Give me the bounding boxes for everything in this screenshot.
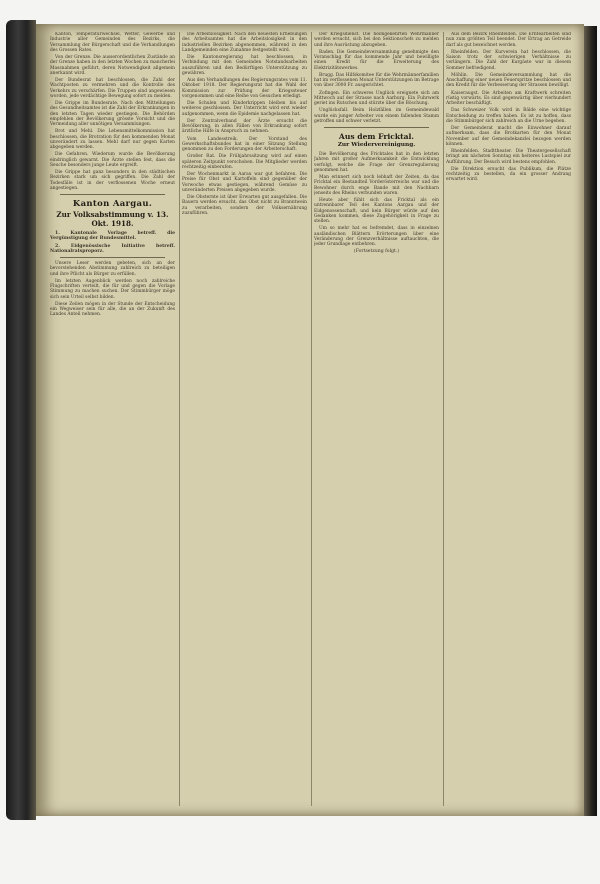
- column-rule: [443, 32, 444, 806]
- continuation-note: (Fortsetzung folgt.): [353, 249, 400, 255]
- article-paragraph: Man erinnert sich noch lebhaft der Zeiten, da das Fricktal ein Bestandteil Vorderösterreichs war und die Bewohner durch enge Bande mit den Nachbarn jenseits des Rheins verbunden waren.: [314, 175, 439, 196]
- article-paragraph: Die Obsternte ist über Erwarten gut ausgefallen. Die Bauern werden ersucht, das Obst nicht zu Branntwein zu verarbeiten, sondern der Volksernährung zuzuführen.: [182, 195, 307, 216]
- article-paragraph: Der Kriegsdienst. Die heimgekehrten Wehrmänner werden ersucht, sich bei den Sektionschefs zu melden und ihre Ausrüstung abzugeben.: [314, 32, 439, 48]
- article-paragraph: Die Bevölkerung des Fricktales hat in den letzten Jahren mit großer Aufmerksamkeit die Entwicklung verfolgt, welche die Frage der Grenzregulierung genommen hat.: [314, 152, 439, 173]
- article-paragraph: Kanton, Temperaturwechsel, Wetter, Gewerbe und Industrie aller Gemeinden des Bezirks, die Versammlung der Bürgerschaft und die Verhandlungen des Grossen Rates.: [50, 32, 175, 53]
- section-separator: [60, 257, 165, 258]
- article-paragraph: Zofingen. Ein schweres Unglück ereignete sich am Mittwoch auf der Strasse nach Aarburg. Ein Fuhrwerk geriet ins Rutschen und stürzte über die Böschung.: [314, 90, 439, 106]
- article-paragraph: Von der Grenze. Die ausserordentlichen Zustände an der Grenze haben in den letzten Wochen zu mancherlei Massnahmen geführt, deren Notwendigkeit allgemein anerkannt wird.: [50, 55, 175, 76]
- book-page-edge: [583, 26, 597, 816]
- column-container: [50, 32, 576, 806]
- article-paragraph: Kaiseraugst. Die Arbeiten am Kraftwerk schreiten rüstig vorwärts. Es sind gegenwärtig über vierhundert Arbeiter beschäftigt.: [446, 90, 571, 106]
- article-paragraph: Möhlin. Die Gemeindeversammlung hat die Anschaffung einer neuen Feuerspritze beschlossen und den Kredit für die Verbesserung der Strassen bewilligt.: [446, 72, 571, 89]
- ballot-item: 2. Eidgenössische Initiative betreff. Nationalratsproporz.: [50, 243, 175, 254]
- column-2: [182, 32, 307, 806]
- article-paragraph: Brugg. Das Hilfskomitee für die Wehrmännerfamilien hat im verflossenen Monat Unterstützungen im Betrage von über 3000 Fr. ausgerichtet.: [314, 72, 439, 89]
- article-paragraph: Großer Rat. Die Frühjahrssitzung wird auf einen späteren Zeitpunkt verschoben. Die Mitglieder werden rechtzeitig einberufen.: [182, 154, 307, 170]
- article-paragraph: Aus den Verhandlungen des Regierungsrates vom 11. Oktober 1918. Der Regierungsrat hat die Wahl der Kommission zur Prüfung der Kriegssteuer vorgenommen und eine Reihe von Gesuchen erledigt.: [182, 78, 307, 99]
- fricktal-heading: Aus dem Fricktal.: [338, 132, 415, 141]
- article-paragraph: Die Schulen und Kinderkrippen bleiben bis auf weiteres geschlossen. Der Unterricht wird erst wieder aufgenommen, wenn die Epidemie nachgelassen hat.: [182, 101, 307, 117]
- article-paragraph: Die Arbeitslosigkeit. Nach den neuesten Erhebungen des Arbeitsamtes hat die Arbeitslosigkeit in den industriellen Bezirken abgenommen, während in den Landgemeinden eine Zunahme festgestellt wird.: [182, 32, 307, 53]
- article-paragraph: Der Gemeinderat macht die Einwohner darauf aufmerksam, dass die Brotkarten für den Monat November auf der Gemeindekanzlei bezogen werden können.: [446, 126, 571, 147]
- article-paragraph: Diese Zeilen mögen in der Stunde der Entscheidung ein Wegweiser sein für alle, die an der Zukunft des Landes Anteil nehmen.: [50, 301, 175, 318]
- article-paragraph: Der Wochenmarkt in Aarau war gut befahren. Die Preise für Obst und Kartoffeln sind gegenüber der Vorwoche etwas gestiegen, während Gemüse zu unveränderten Preisen abgegeben wurde.: [182, 172, 307, 193]
- article-paragraph: Vom Landesstreik. Der Vorstand des Gewerkschaftsbundes hat in einer Sitzung Stellung genommen zu den Forderungen der Arbeiterschaft.: [182, 136, 307, 152]
- article-paragraph: Der Bundesrat hat beschlossen, die Zahl der Wachtposten zu vermehren und die Kontrolle des Verkehrs zu verschärfen. Die Truppen sind angewiesen worden, jede verdächtige Bewegung sofort zu melden.: [50, 78, 175, 99]
- column-rule: [179, 32, 180, 806]
- article-paragraph: Um so mehr hat es befremdet, dass in einzelnen ausländischen Blättern Erörterungen über eine Veränderung der Grenzverhältnisse auftauchten, die jeder Grundlage entbehren.: [314, 226, 439, 247]
- ballot-item: 1. Kantonale Vorlage betreff. die Vergünstigung der Bundesmittel.: [50, 231, 175, 242]
- section-separator: [60, 194, 165, 195]
- article-paragraph: Der Zentralverband der Ärzte ersucht die Bevölkerung, in allen Fällen von Erkrankung sofort ärztliche Hilfe in Anspruch zu nehmen.: [182, 118, 307, 135]
- article-paragraph: Rheinfelden. Der Kurverein hat beschlossen, die Saison trotz der schwierigen Verhältnisse zu verlängern. Die Zahl der Kurgäste war in diesem Sommer befriedigend.: [446, 49, 571, 71]
- kanton-heading: Kanton Aargau.: [72, 199, 153, 209]
- article-paragraph: Das Schweizer Volk wird in Bälde eine wichtige Entscheidung zu treffen haben. Es ist zu hoffen, dass die Stimmbürger sich zahlreich an die Urne begeben.: [446, 108, 571, 124]
- column-3: [314, 32, 439, 806]
- article-paragraph: Die Grippe hat ganz besonders in den städtischen Bezirken stark um sich gegriffen. Die Zahl der Todesfälle ist in der verflossenen Woche erneut angestiegen.: [50, 170, 175, 191]
- column-rule: [311, 32, 312, 806]
- article-paragraph: Die Gefahren. Wiederum wurde die Bevölkerung eindringlich gewarnt. Die Ärzte stellen fest, dass die Seuche besonders junge Leute ergreift.: [50, 152, 175, 168]
- column-1: [50, 32, 175, 806]
- article-paragraph: Die Grippe im Bundesrate. Nach den Mitteilungen des Gesundheitsamtes ist die Zahl der Erkrankungen in den letzten Tagen wieder gestiegen. Die Behörden empfehlen der Bevölkerung grösste Vorsicht und die Vermeidung aller unnötigen Versammlungen.: [50, 101, 175, 127]
- fricktal-subheading: Zur Wiedervereinigung.: [337, 142, 416, 148]
- article-paragraph: Aus dem Bezirk Rheinfelden. Die Erntearbeiten sind nun zum größten Teil beendet. Der Ertrag an Getreide darf als gut bezeichnet werden.: [446, 32, 571, 48]
- kanton-subheading: Zur Volksabstimmung v. 13. Okt. 1918.: [56, 210, 169, 228]
- article-paragraph: Die Direktion ersucht das Publikum, die Plätze rechtzeitig zu bestellen, da ein grosser Andrang erwartet wird.: [446, 166, 571, 183]
- article-paragraph: Im letzten Augenblick werden noch zahlreiche Flugschriften verteilt, die für und gegen die Vorlage Stimmung zu machen suchen. Der Stimmbürger möge sich sein Urteil selbst bilden.: [50, 278, 175, 300]
- book-binding-shadow: [6, 20, 36, 820]
- article-paragraph: Unglücksfall. Beim Holzfällen im Gemeindewald wurde ein junger Arbeiter von einem fallenden Stamm getroffen und schwer verletzt.: [314, 108, 439, 124]
- article-paragraph: Baden. Die Gemeindeversammlung genehmigte den Voranschlag für das kommende Jahr und bewilligte einen Kredit für die Erweiterung des Elektrizitätswerkes.: [314, 49, 439, 71]
- article-paragraph: Rheinfelden. Stadttheater. Die Theatergesellschaft bringt am nächsten Sonntag ein heiteres Lustspiel zur Aufführung. Der Besuch wird bestens empfohlen.: [446, 149, 571, 165]
- article-paragraph: Unsere Leser werden gebeten, sich an der bevorstehenden Abstimmung zahlreich zu beteiligen und ihre Pflicht als Bürger zu erfüllen.: [50, 261, 175, 277]
- column-4: [446, 32, 571, 806]
- article-paragraph: Brot und Mehl. Die Lebensmittelkommission hat beschlossen, die Brotration für den kommenden Monat unverändert zu lassen. Mehl darf nur gegen Karten abgegeben werden.: [50, 129, 175, 150]
- section-separator: [324, 127, 429, 128]
- newspaper-page: [36, 24, 584, 816]
- article-paragraph: Heute aber fühlt sich das Fricktal als ein untrennbarer Teil des Kantons Aargau und der Eidgenossenschaft, und kein Bürger würde auf den Gedanken kommen, diese Zugehörigkeit in Frage zu stellen.: [314, 198, 439, 224]
- article-paragraph: Die Kantonsregierung hat beschlossen, in Verbindung mit den Gemeinden Notstandsarbeiten auszuführen und den Bedürftigen Unterstützung zu gewähren.: [182, 55, 307, 76]
